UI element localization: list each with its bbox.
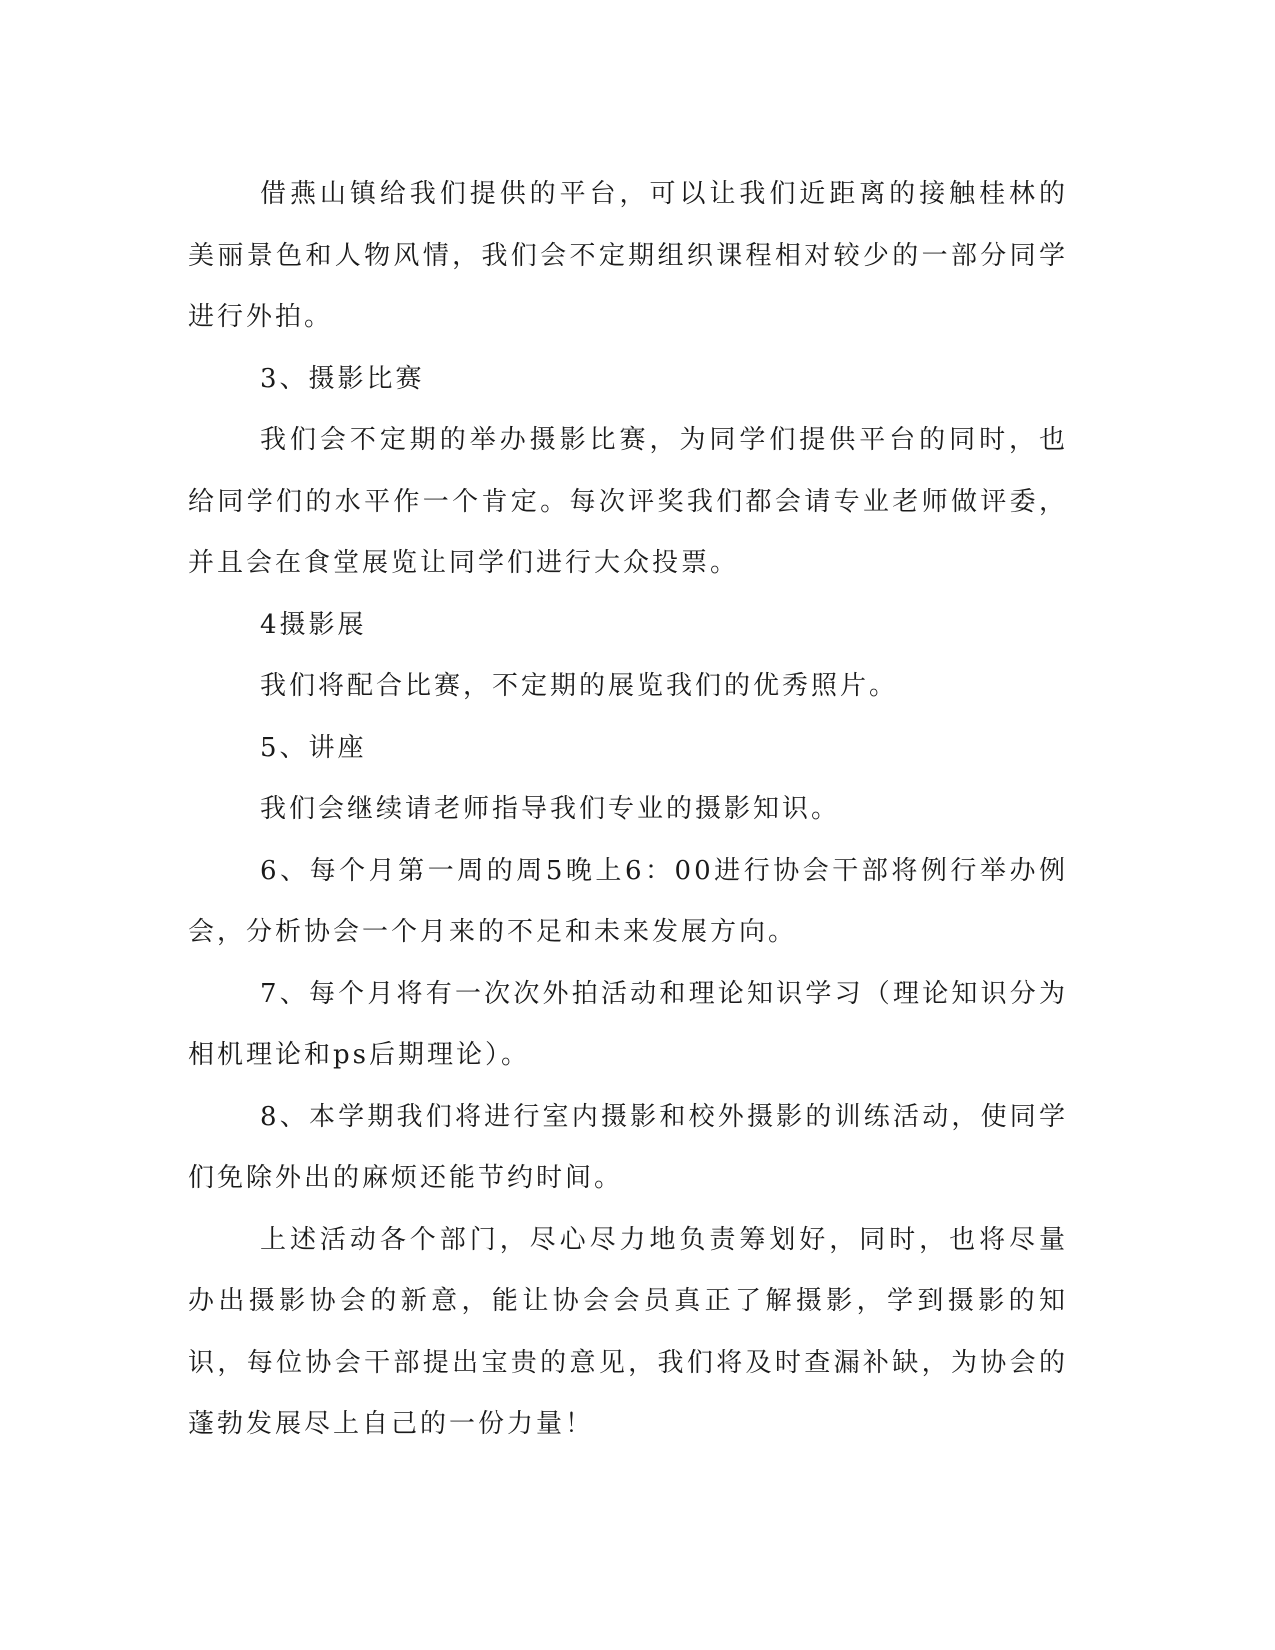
document-body [188, 164, 1068, 1456]
heading-lecture: 5、讲座 [260, 732, 367, 763]
paragraph-monthly-activity: 7、每个月将有一次次外拍活动和理论知识学习（理论知识分为相机理论和ps后期理论）。 [188, 978, 1068, 1070]
paragraph-lecture: 我们会继续请老师指导我们专业的摄影知识。 [260, 794, 841, 824]
paragraph-training: 8、本学期我们将进行室内摄影和校外摄影的训练活动，使同学们免除外出的麻烦还能节约时间。 [188, 1101, 1068, 1193]
paragraph-conclusion: 上述活动各个部门，尽心尽力地负责筹划好，同时，也将尽量办出摄影协会的新意，能让协会会员真正了解摄影，学到摄影的知识，每位协会干部提出宝贵的意见，我们将及时查漏补缺，为协会的蓬勃发展尽上自己的一份力量！ [188, 1224, 1068, 1439]
heading-photo-contest: 3、摄影比赛 [260, 363, 425, 394]
paragraph-photo-contest: 我们会不定期的举办摄影比赛，为同学们提供平台的同时，也给同学们的水平作一个肯定。每次评奖我们都会请专业老师做评委，并且会在食堂展览让同学们进行大众投票。 [188, 425, 1068, 578]
heading-photo-exhibition: 4摄影展 [260, 609, 367, 640]
paragraph-monthly-meeting: 6、每个月第一周的周5晚上6：00进行协会干部将例行举办例会，分析协会一个月来的不足和未来发展方向。 [188, 855, 1068, 947]
paragraph-photo-exhibition: 我们将配合比赛，不定期的展览我们的优秀照片。 [260, 671, 899, 701]
paragraph-outdoor-shooting: 借燕山镇给我们提供的平台，可以让我们近距离的接触桂林的美丽景色和人物风情，我们会不定期组织课程相对较少的一部分同学进行外拍。 [188, 179, 1068, 332]
